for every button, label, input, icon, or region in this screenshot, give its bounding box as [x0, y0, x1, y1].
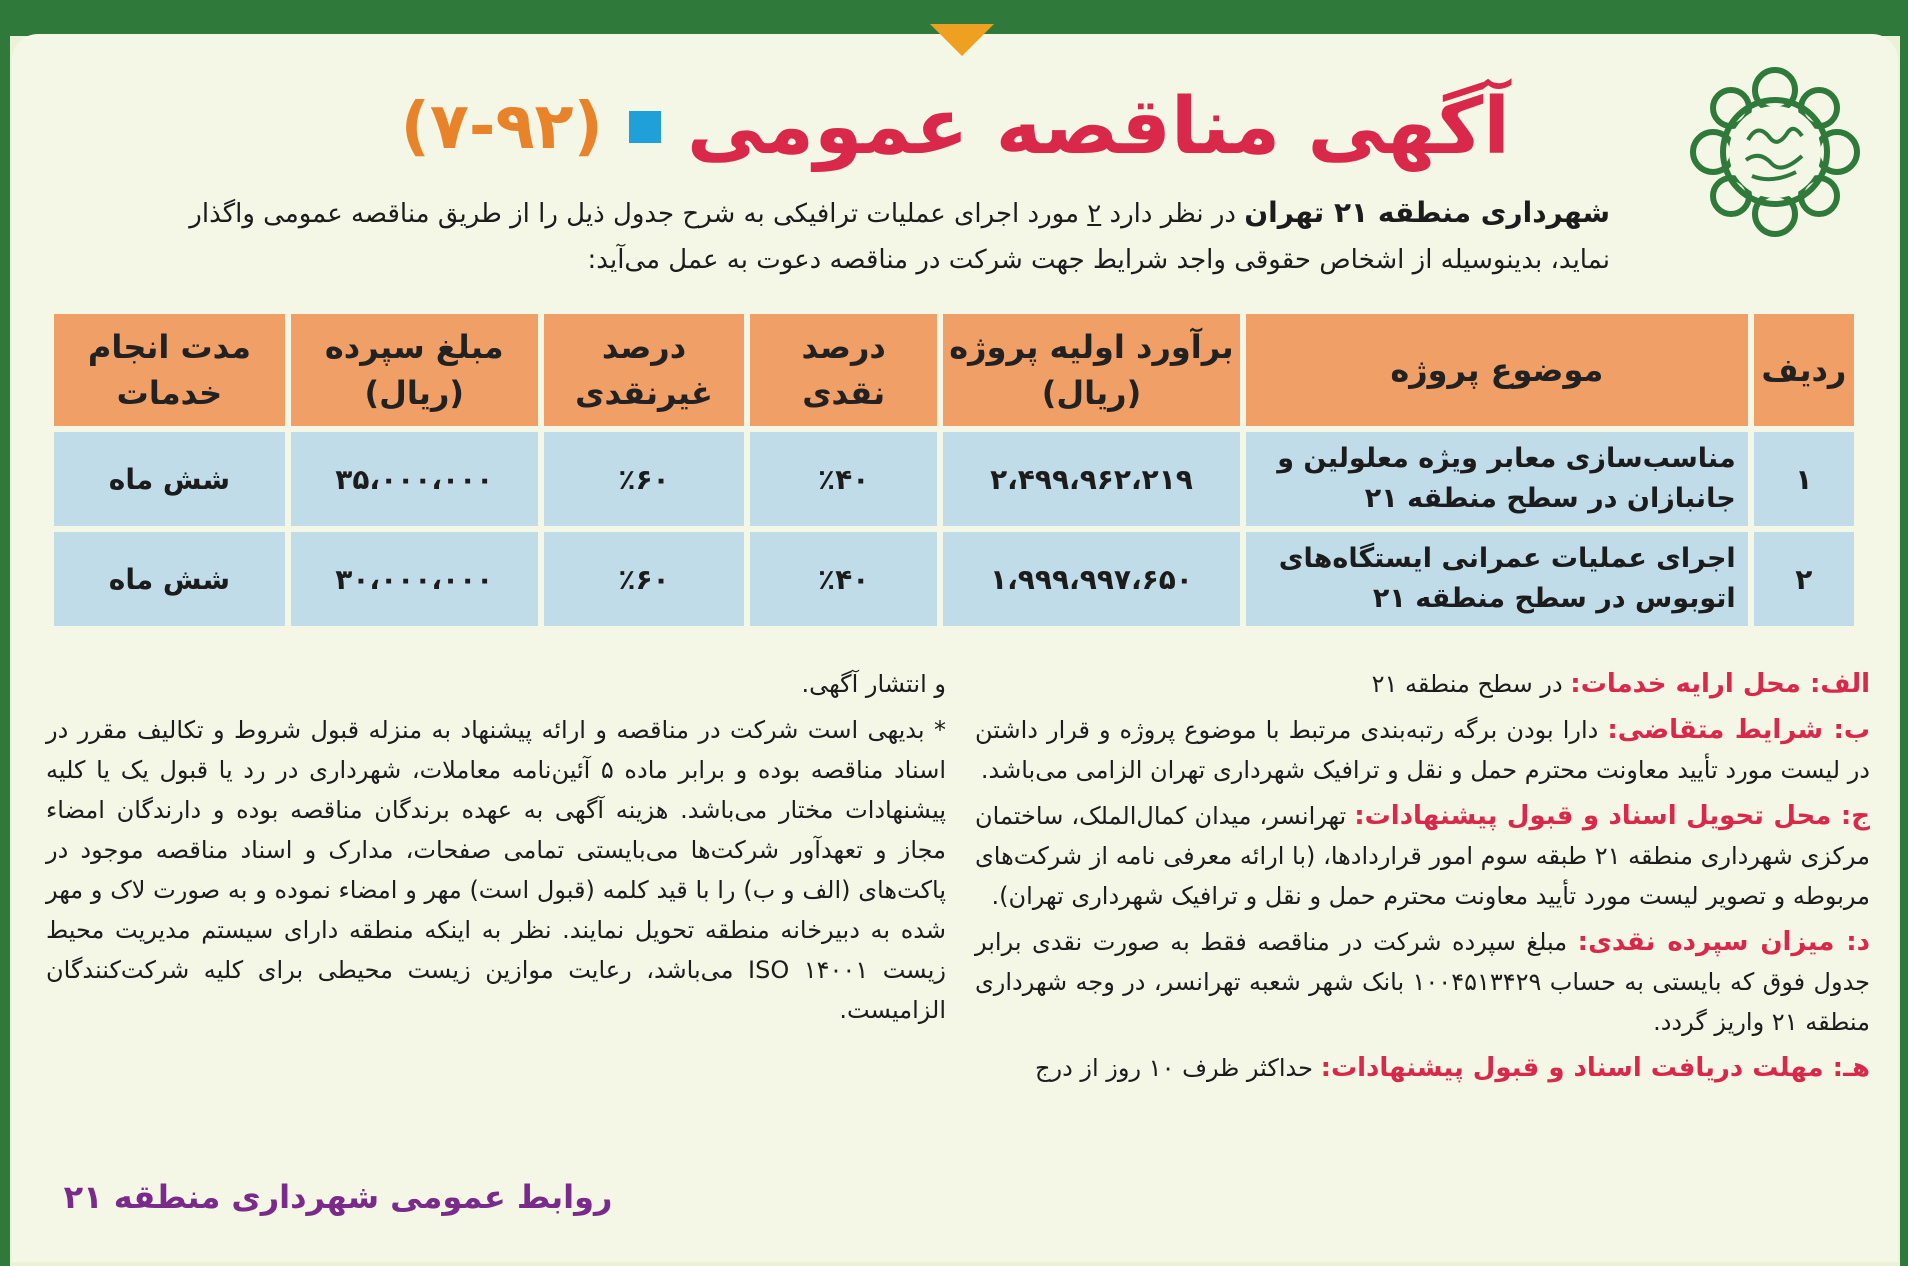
cell-initial-estimate: ۱،۹۹۹،۹۹۷،۶۵۰ — [943, 532, 1240, 626]
conditions-column-right — [975, 664, 1870, 1094]
section-he-label: هـ: مهلت دریافت اسناد و قبول پیشنهادات: — [1320, 1053, 1870, 1083]
section-dal — [975, 922, 1870, 1042]
section-dal-text: مبلغ سپرده شرکت در مناقصه فقط به صورت نقدی برابر جدول فوق که بایستی به حساب ۱۰۰۴۵۱۳۴۲۹ بانک شهر شعبه تهرانسر، در وجه شهرداری منطقه ۲۱ واریز گردد. — [975, 928, 1871, 1036]
section-jim-text: تهرانسر، میدان کمال‌الملک، ساختمان مرکزی شهرداری منطقه ۲۱ طبقه سوم امور قراردادها، (با ارائه معرفی نامه از شرکت‌های مربوطه و تصویر لیست مورد تأیید معاونت محترم حمل و نقل و ترافیک شهرداری تهران). — [975, 802, 1870, 910]
notice-number: (۷-۹۲) — [400, 90, 603, 164]
public-relations-signature: روابط عمومی شهرداری منطقه ۲۱ — [48, 1178, 628, 1216]
left-paragraph-2: * بدیهی است شرکت در مناقصه و ارائه پیشنهاد به منزله قبول شروط و تکالیف مقرر در اسناد مناقصه بوده و برابر ماده ۵ آئین‌نامه معاملات، شهرداری در رد یا قبول یک یا کلیه پیشنهادات مختار می‌باشد. هزینه آگهی به عهده برندگان مناقصه بوده و دارندگان امضاء مجاز و تعهدآور شرکت‌ها می‌بایستی تمامی صفحات، مدارک و اسناد مناقصه موجود در پاکت‌های (الف و ب) را با قید کلمه (قبول است) مهر و امضاء نموده و به صورت لاک و مهر شده به دبیرخانه منطقه تحویل نمایند. نظر به اینکه منطقه دارای سیستم مدیریت محیط زیست ISO ۱۴۰۰۱ می‌باشد، رعایت موازین زیست محیطی برای کلیه شرکت‌کنندگان الزامیست. — [46, 716, 946, 1024]
intro-paragraph — [180, 190, 1610, 283]
section-alef-label: الف: محل ارایه خدمات: — [1570, 669, 1870, 699]
intro-org: شهرداری منطقه ۲۱ تهران — [1244, 196, 1610, 229]
cell-noncash-percent: ٪۶۰ — [544, 432, 745, 526]
cell-cash-percent: ٪۴۰ — [750, 532, 937, 626]
header-duration: مدت انجام خدمات — [54, 314, 285, 426]
table-row — [54, 532, 1854, 626]
header-row-number: ردیف — [1754, 314, 1854, 426]
header-noncash-percent: درصد غیرنقدی — [544, 314, 745, 426]
section-be-label: ب: شرایط متقاضی: — [1607, 715, 1870, 745]
intro-count: ۲ — [1087, 199, 1102, 229]
header-initial-estimate: برآورد اولیه پروژه (ریال) — [943, 314, 1240, 426]
cell-project-subject: اجرای عملیات عمرانی ایستگاه‌های اتوبوس در سطح منطقه ۲۱ — [1246, 532, 1748, 626]
section-he — [975, 1048, 1870, 1088]
section-jim-label: ج: محل تحویل اسناد و قبول پیشنهادات: — [1354, 801, 1870, 831]
header-deposit-amount: مبلغ سپرده (ریال) — [291, 314, 538, 426]
section-be-text: دارا بودن برگه رتبه‌بندی مرتبط با موضوع پروژه و قرار داشتن در لیست مورد تأیید معاونت محترم حمل و نقل و ترافیک شهرداری تهران الزامی می‌باشد. — [975, 716, 1870, 784]
left-paragraph-1: و انتشار آگهی. — [801, 670, 946, 698]
cell-noncash-percent: ٪۶۰ — [544, 532, 745, 626]
tender-table — [48, 308, 1860, 632]
table-row — [54, 432, 1854, 526]
section-dal-label: د: میزان سپرده نقدی: — [1577, 927, 1870, 957]
intro-text-1: در نظر دارد — [1101, 199, 1245, 229]
cell-row-number: ۱ — [1754, 432, 1854, 526]
section-jim — [975, 796, 1870, 916]
cell-cash-percent: ٪۴۰ — [750, 432, 937, 526]
intro-text-2: مورد اجرای عملیات ترافیکی به شرح جدول ذیل را از طریق مناقصه عمومی واگذار نماید، بدینوسیله از اشخاص حقوقی واجد شرایط جهت شرکت در مناقصه دعوت به عمل می‌آید: — [189, 199, 1610, 275]
triangle-marker-icon — [930, 24, 994, 56]
cell-deposit-amount: ۳۵،۰۰۰،۰۰۰ — [291, 432, 538, 526]
title-row — [360, 72, 1510, 182]
header-project-subject: موضوع پروژه — [1246, 314, 1748, 426]
section-he-text: حداکثر ظرف ۱۰ روز از درج — [1034, 1054, 1321, 1082]
municipality-emblem-icon — [1690, 60, 1860, 240]
cell-deposit-amount: ۳۰،۰۰۰،۰۰۰ — [291, 532, 538, 626]
notice-title: آگهی مناقصه عمومی — [686, 82, 1510, 172]
section-be — [975, 710, 1870, 790]
section-alef — [975, 664, 1870, 704]
cell-initial-estimate: ۲،۴۹۹،۹۶۲،۲۱۹ — [943, 432, 1240, 526]
right-border — [1900, 0, 1908, 1266]
section-alef-text: در سطح منطقه ۲۱ — [1371, 670, 1571, 698]
blue-square-icon — [629, 111, 661, 143]
left-border — [0, 0, 10, 1266]
cell-project-subject: مناسب‌سازی معابر ویژه معلولین و جانبازان در سطح منطقه ۲۱ — [1246, 432, 1748, 526]
header-cash-percent: درصد نقدی — [750, 314, 937, 426]
cell-duration: شش ماه — [54, 432, 285, 526]
conditions-column-left — [46, 664, 946, 1036]
cell-row-number: ۲ — [1754, 532, 1854, 626]
table-header-row — [54, 314, 1854, 426]
cell-duration: شش ماه — [54, 532, 285, 626]
